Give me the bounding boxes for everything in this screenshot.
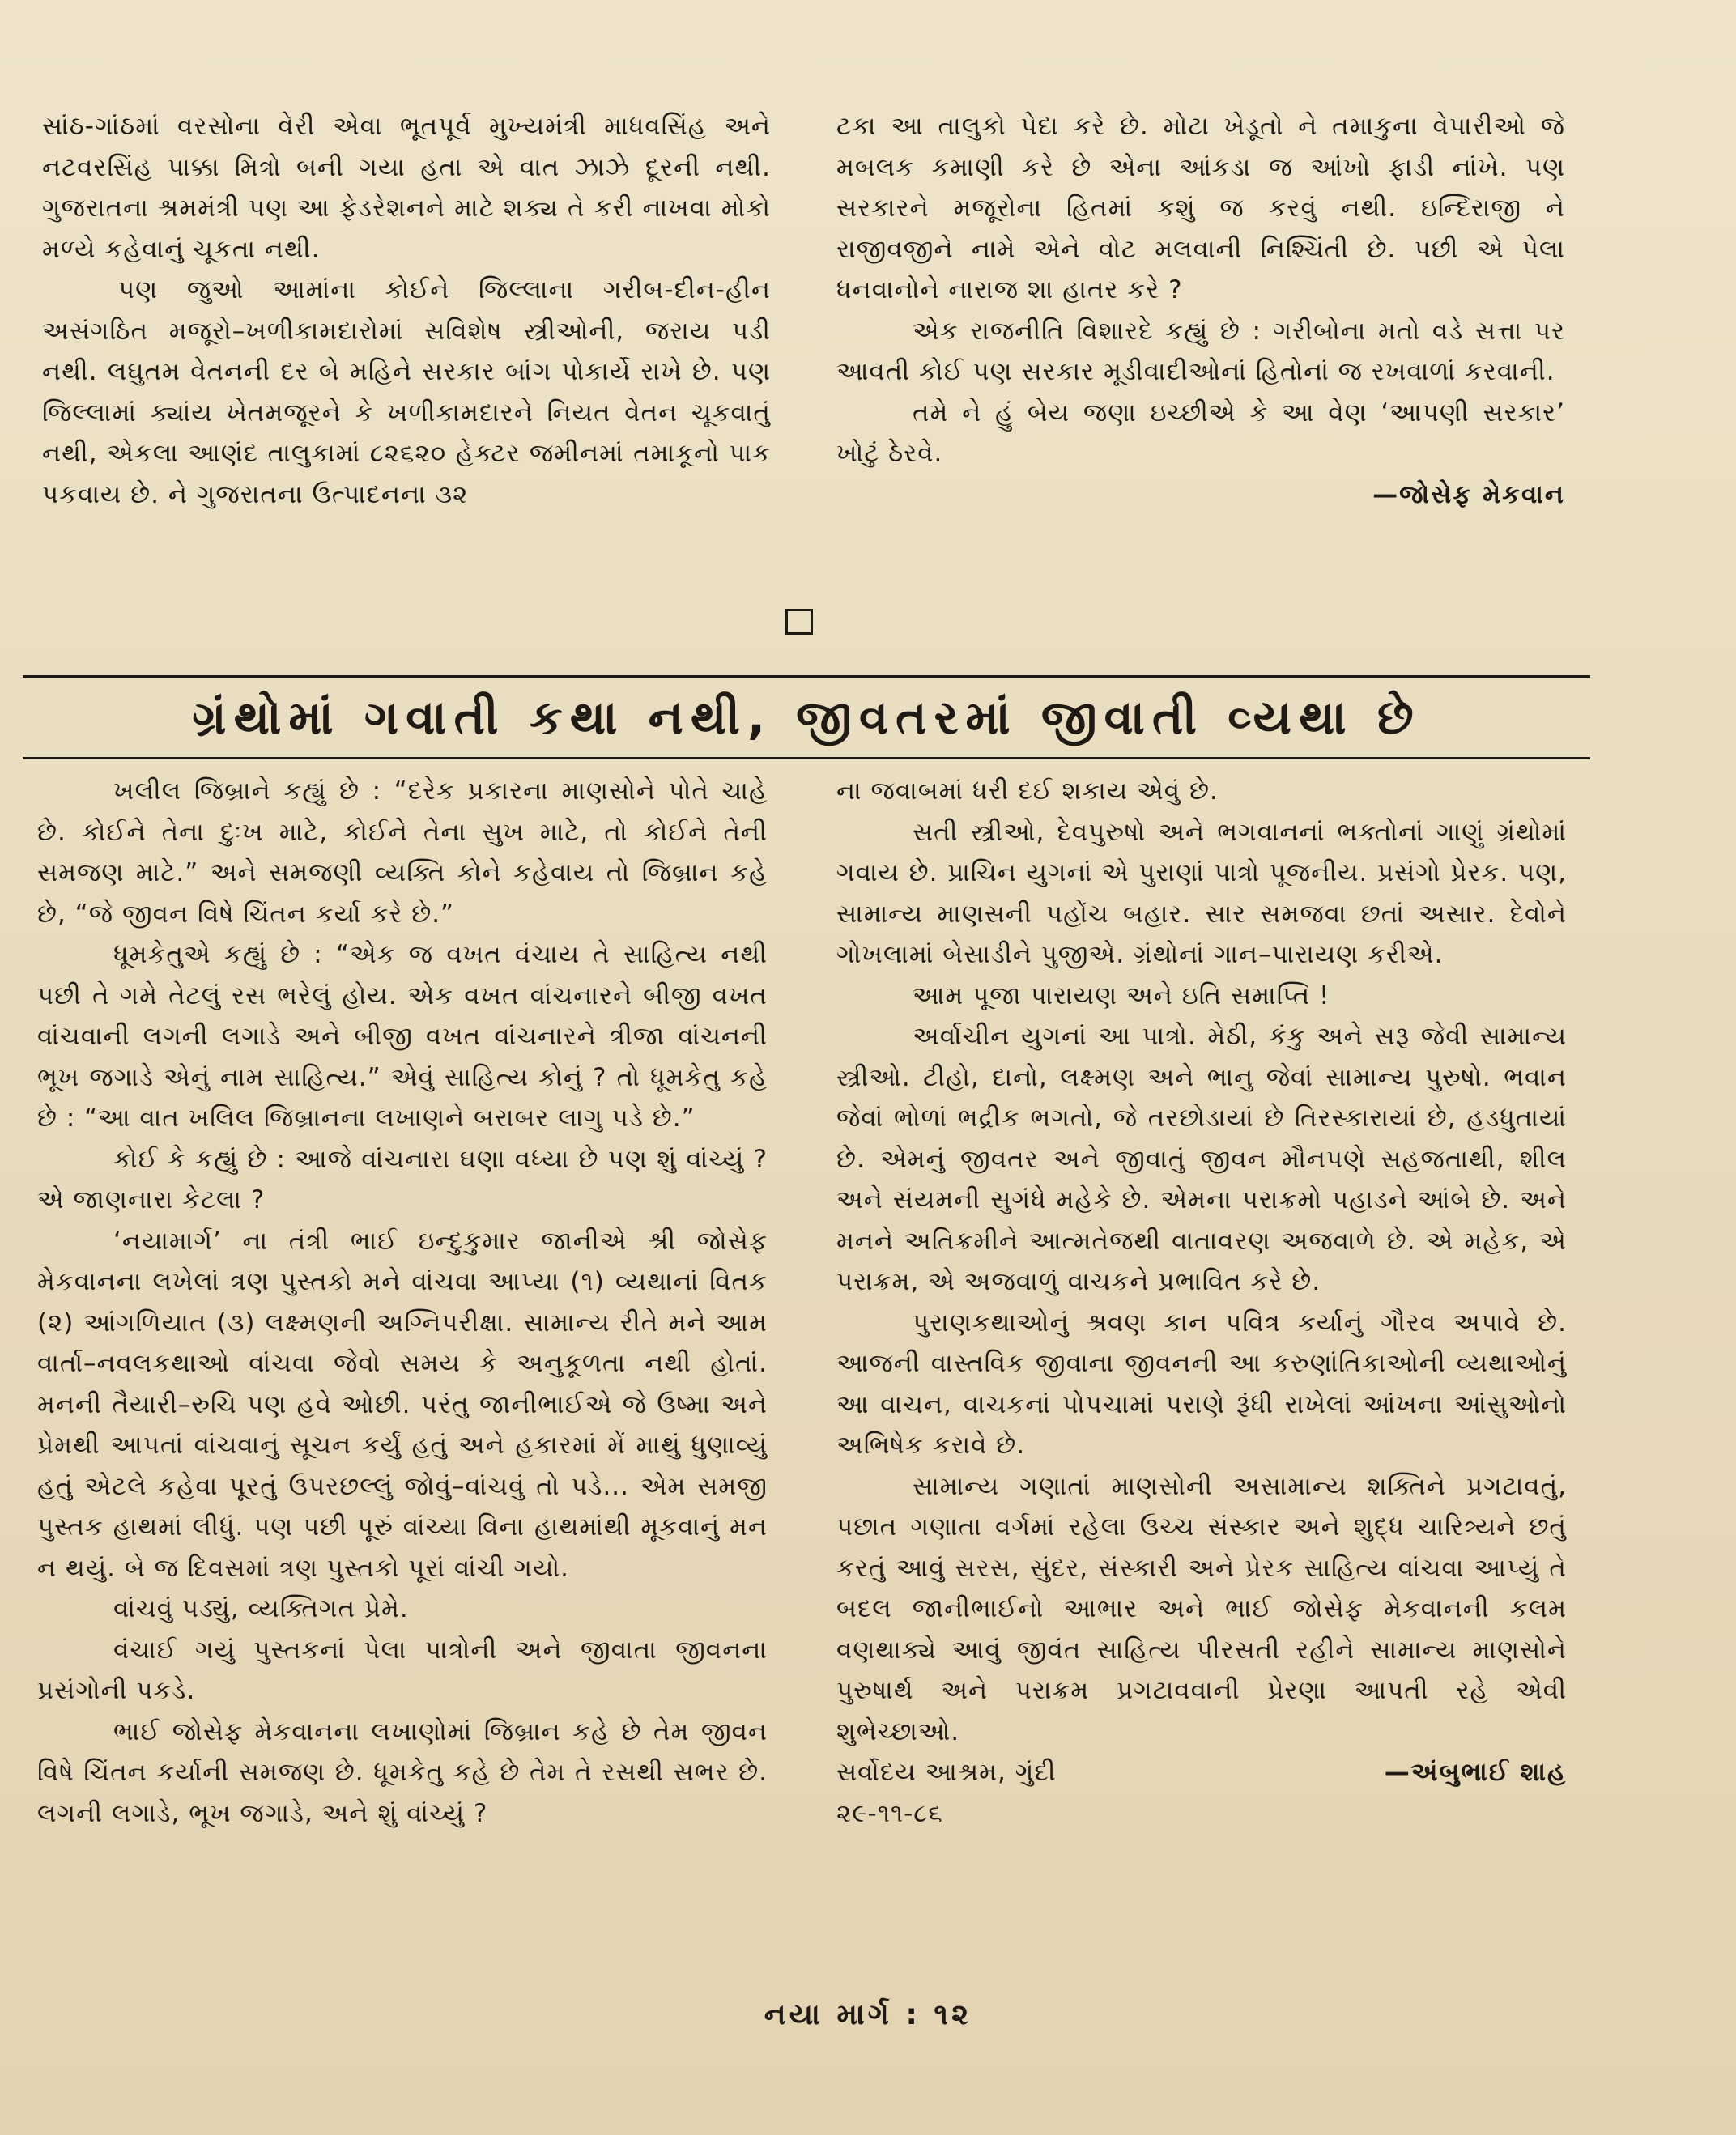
article-headline: ગ્રંથોમાં ગવાતી કથા નથી, જીવતરમાં જીવાતી વ્યથા છે xyxy=(192,690,1421,745)
paragraph: ટકા આ તાલુકો પેદા કરે છે. મોટા ખેડૂતો ને તમાકુના વેપારીઓ જે મબલક કમાણી કરે છે એના આંકડા જ આંખો ફાડી નાંખે. પણ સરકારને મજૂરોના હિતમાં કશું જ કરવું નથી. ઇન્દિરાજી ને રાજીવજીને નામે એને વોટ મલવાની નિશ્ચિંતી છે. પછી એ પેલા ધનવાનોને નારાજ શા હાતર કરે ? xyxy=(836,112,1565,304)
author-signature: —જોસેફ મેકવાન xyxy=(1372,479,1565,509)
paragraph: ધૂમકેતુએ કહ્યું છે : “એક જ વખત વંચાય તે સાહિત્ય નથી પછી તે ગમે તેટલું રસ ભરેલું હોય. એક વખત વાંચનારને બીજી વખત વાંચવાની લગની લગાડે અને બીજી વખત વાંચનારને ત્રીજા વાંચનની ભૂખ જગાડે એનું નામ સાહિત્ય.” એવું સાહિત્ય કોનું ? તો ધૂમકેતુ કહે છે : “આ વાત ખલિલ જિબ્રાનના લખાણને બરાબર લાગુ પડે છે.” xyxy=(37,940,768,1133)
end-of-article-mark xyxy=(785,609,813,635)
top-left-column xyxy=(42,106,771,515)
paragraph: પુરાણકથાઓનું શ્રવણ કાન પવિત્ર કર્યાનું ગૌરવ અપાવે છે. આજની વાસ્તવિક જીવાના જીવનની આ કરુણાંતિકાઓની વ્યથાઓનું આ વાચન, વાચકનાં પોપચામાં પરાણે રૂંધી રાખેલાં આંખના આંસુઓનો અભિષેક કરાવે છે. xyxy=(836,1308,1567,1460)
article-date: ૨૯-૧૧-૮૬ xyxy=(836,1798,943,1828)
headline-bottom-rule xyxy=(23,757,1590,759)
bottom-right-column xyxy=(836,771,1567,1834)
paragraph: સાંઠ-ગાંઠમાં વરસોના વેરી એવા ભૂતપૂર્વ મુખ્યમંત્રી માધવસિંહ અને નટવરસિંહ પાક્કા મિત્રો બની ગયા હતા એ વાત ઝાઝે દૂરની નથી. ગુજરાતના શ્રમમંત્રી પણ આ ફેડરેશનને માટે શક્ય તે કરી નાખવા મોકો મળ્યે કહેવાનું ચૂકતા નથી. xyxy=(42,112,771,264)
paragraph: વાંચવું પડ્યું, વ્યક્તિગત પ્રેમે. xyxy=(113,1594,409,1623)
paragraph: એક રાજનીતિ વિશારદે કહ્યું છે : ગરીબોના મતો વડે સત્તા પર આવતી કોઈ પણ સરકાર મૂડીવાદીઓનાં હિતોનાં જ રખવાળાં કરવાની. xyxy=(836,316,1565,386)
paragraph: ‘નયામાર્ગ’ ના તંત્રી ભાઈ ઇન્દુકુમાર જાનીએ શ્રી જોસેફ મેકવાનના લખેલાં ત્રણ પુસ્તકો મને વાંચવા આપ્યા (૧) વ્યથાનાં વિતક (૨) આંગળિયાત (૩) લક્ષ્મણની અગ્નિપરીક્ષા. સામાન્ય રીતે મને આમ વાર્તા–નવલકથાઓ વાંચવા જેવો સમય કે અનુકૂળતા નથી હોતાં. મનની તૈયારી–રુચિ પણ હવે ઓછી. પરંતુ જાનીભાઈએ જે ઉષ્મા અને પ્રેમથી આપતાં વાંચવાનું સૂચન કર્યું હતું અને હકારમાં મેં માથું ધુણાવ્યું હતું એટલે કહેવા પૂરતું ઉપરછલ્લું જોવું–વાંચવું તો પડે... એમ સમજી પુસ્તક હાથમાં લીધું. પણ પછી પૂરું વાંચ્યા વિના હાથમાંથી મૂકવાનું મન ન થયું. બે જ દિવસમાં ત્રણ પુસ્તકો પૂરાં વાંચી ગયો. xyxy=(37,1226,768,1583)
author-place: સર્વોદય આશ્રમ, ગુંદી xyxy=(836,1758,1057,1787)
paragraph: તમે ને હું બેય જણા ઇચ્છીએ કે આ વેણ ‘આપણી સરકાર’ ખોટું ઠેરવે. xyxy=(836,398,1565,468)
headline-top-rule xyxy=(23,675,1590,678)
paragraph: અર્વાચીન યુગનાં આ પાત્રો. મેઠી, કંકુ અને સરૂ જેવી સામાન્ય સ્ત્રીઓ. ટીહો, દાનો, લક્ષ્મણ અને ભાનુ જેવાં સામાન્ય પુરુષો. ભવાન જેવાં ભોળાં ભદ્રીક ભગતો, જે તરછોડાયાં છે તિરસ્કારાયાં છે, હડધુતાયાં છે. એમનું જીવતર અને જીવાતું જીવન મૌનપણે સહજતાથી, શીલ અને સંયમની સુગંધે મહેકે છે. એમના પરાક્રમો પહાડને આંબે છે. અને મનને અતિક્રમીને આત્મતેજથી વાતાવરણ અજવાળે છે. એ મહેક, એ પરાક્રમ, એ અજવાળું વાચકને પ્રભાવિત કરે છે. xyxy=(836,1022,1567,1296)
bottom-left-column xyxy=(37,771,768,1834)
paragraph: આમ પૂજા પારાયણ અને ઇતિ સમાપ્તિ ! xyxy=(913,980,1330,1010)
paragraph: સામાન્ય ગણાતાં માણસોની અસામાન્ય શક્તિને પ્રગટાવતું, પછાત ગણાતા વર્ગમાં રહેલા ઉચ્ચ સંસ્કાર અને શુદ્ધ ચારિત્ર્યને છતું કરતું આવું સરસ, સુંદર, સંસ્કારી અને પ્રેરક સાહિત્ય વાંચવા આપ્યું તે બદલ જાનીભાઈનો આભાર અને ભાઈ જોસેફ મેકવાનની કલમ વણથાક્યે આવું જીવંત સાહિત્ય પીરસતી રહીને સામાન્ય માણસોને પુરુષાર્થ અને પરાક્રમ પ્રગટાવવાની પ્રેરણા આપતી રહે એવી શુભેચ્છાઓ. xyxy=(836,1471,1567,1746)
paragraph: કોઈ કે કહ્યું છે : આજે વાંચનારા ઘણા વધ્યા છે પણ શું વાંચ્યું ? એ જાણનારા કેટલા ? xyxy=(37,1144,768,1214)
top-right-column xyxy=(836,106,1565,515)
paragraph: સતી સ્ત્રીઓ, દેવપુરુષો અને ભગવાનનાં ભક્તોનાં ગાણું ગ્રંથોમાં ગવાય છે. પ્રાચિન યુગનાં એ પુરાણાં પાત્રો પૂજનીય. પ્રસંગો પ્રેરક. પણ, સામાન્ય માણસની પહોંચ બહાર. સાર સમજવા છતાં અસાર. દેવોને ગોખલામાં બેસાડીને પુજીએ. ગ્રંથોનાં ગાન–પારાયણ કરીએ. xyxy=(836,817,1567,969)
paragraph: ખલીલ જિબ્રાને કહ્યું છે : “દરેક પ્રકારના માણસોને પોતે ચાહે છે. કોઈને તેના દુઃખ માટે, કોઈને તેના સુખ માટે, તો કોઈને તેની સમજણ માટે.” અને સમજણી વ્યક્તિ કોને કહેવાય તો જિબ્રાન કહે છે, “જે જીવન વિષે ચિંતન કર્યા કરે છે.” xyxy=(37,776,768,929)
paragraph: ના જવાબમાં ધરી દઈ શકાય એવું છે. xyxy=(836,776,1219,806)
paragraph: પણ જુઓ આમાંના કોઈને જિલ્લાના ગરીબ-દીન-હીન અસંગઠિત મજૂરો–ખળીકામદારોમાં સવિશેષ સ્ત્રીઓની, જરાય પડી નથી. લઘુતમ વેતનની દર બે મહિને સરકાર બાંગ પોકાર્યે રાખે છે. પણ જિલ્લામાં ક્યાંય ખેતમજૂરને કે ખળીકામદારને નિયત વેતન ચૂકવાતું નથી, એકલા આણંદ તાલુકામાં ૮૨૬૨૦ હેક્ટર જમીનમાં તમાકૂનો પાક પકવાય છે. ને ગુજરાતના ઉત્પાદનના ૩૨ xyxy=(42,275,771,509)
author-signature: —અંબુભાઈ શાહ xyxy=(1384,1758,1567,1787)
paragraph: વંચાઈ ગયું પુસ્તકનાં પેલા પાત્રોની અને જીવાતા જીવનના પ્રસંગોની પકડે. xyxy=(37,1635,768,1705)
paragraph: ભાઈ જોસેફ મેકવાનના લખાણોમાં જિબ્રાન કહે છે તેમ જીવન વિષે ચિંતન કર્યાની સમજણ છે. ધૂમકેતુ કહે છે તેમ તે રસથી સભર છે. લગની લગાડે, ભૂખ જગાડે, અને શું વાંચ્યું ? xyxy=(37,1716,768,1828)
page-footer: નયા માર્ગ : ૧૨ xyxy=(764,1998,972,2031)
signature-row xyxy=(836,1752,1567,1793)
